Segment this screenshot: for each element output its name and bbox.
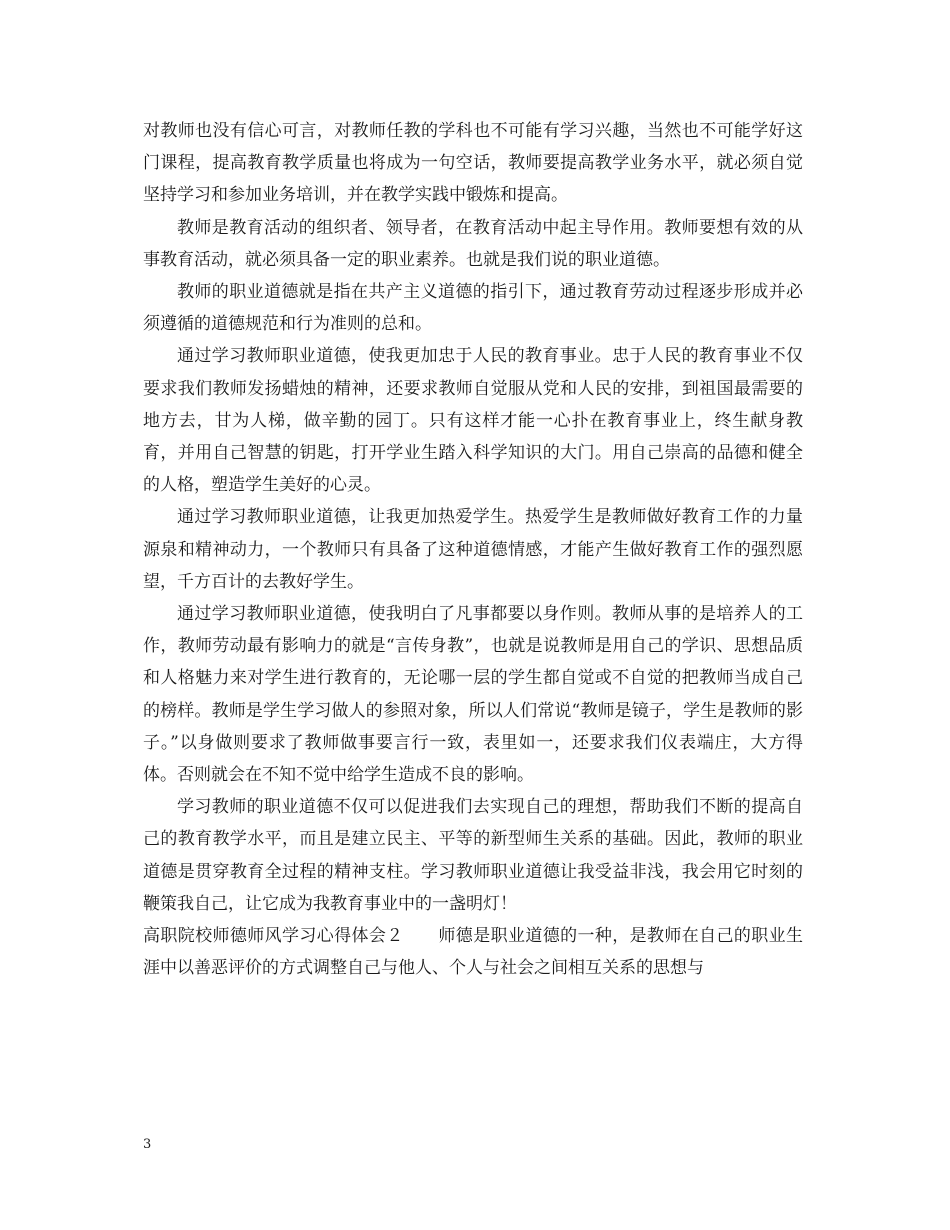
paragraph-3: 教师的职业道德就是指在共产主义道德的指引下，通过教育劳动过程逐步形成并必须遵循的道德规范和行为准则的总和。: [143, 282, 803, 335]
paragraph-4: 通过学习教师职业道德，使我更加忠于人民的教育事业。忠于人民的教育事业不仅要求我们教师发扬蜡烛的精神，还要求教师自觉服从党和人民的安排，到祖国最需要的地方去，甘为人梯，做辛勤的园丁。只有这样才能一心扑在教育事业上，终生献身教育，并用自己智慧的钥匙，打开学业生踏入科学知识的大门。用自己崇高的品德和健全的人格，塑造学生美好的心灵。: [143, 346, 803, 496]
paragraph-5: 通过学习教师职业道德，让我更加热爱学生。热爱学生是教师做好教育工作的力量源泉和精神动力，一个教师只有具备了这种道德情感，才能产生做好教育工作的强烈愿望，千方百计的去教好学生。: [143, 507, 803, 592]
paragraph-8-section-heading: 高职院校师德师风学习心得体会２ 师德是职业道德的一种，是教师在自己的职业生涯中以善恶评价的方式调整自己与他人、个人与社会之间相互关系的思想与: [143, 926, 803, 979]
paragraph-2: 教师是教育活动的组织者、领导者，在教育活动中起主导作用。教师要想有效的从事教育活动，就必须具备一定的职业素养。也就是我们说的职业道德。: [143, 217, 803, 270]
paragraph-7: 学习教师的职业道德不仅可以促进我们去实现自己的理想，帮助我们不断的提高自己的教育教学水平，而且是建立民主、平等的新型师生关系的基础。因此，教师的职业道德是贯穿教育全过程的精神支柱。学习教师职业道德让我受益非浅，我会用它时刻的鞭策我自己，让它成为我教育事业中的一盏明灯！: [143, 797, 803, 914]
page-number: 3: [143, 1137, 152, 1152]
document-body: [143, 115, 803, 984]
paragraph-1: 对教师也没有信心可言，对教师任教的学科也不可能有学习兴趣，当然也不可能学好这门课程，提高教育教学质量也将成为一句空话，教师要提高教学业务水平，就必须自觉坚持学习和参加业务培训，并在教学实践中锻炼和提高。: [143, 121, 803, 206]
paragraph-6: 通过学习教师职业道德，使我明白了凡事都要以身作则。教师从事的是培养人的工作，教师劳动最有影响力的就是“言传身教”，也就是说教师是用自己的学识、思想品质和人格魅力来对学生进行教育的，无论哪一层的学生都自觉或不自觉的把教师当成自己的榜样。教师是学生学习做人的参照对象，所以人们常说“教师是镜子，学生是教师的影子。”以身做则要求了教师做事要言行一致，表里如一，还要求我们仪表端庄，大方得体。否则就会在不知不觉中给学生造成不良的影响。: [143, 604, 803, 786]
